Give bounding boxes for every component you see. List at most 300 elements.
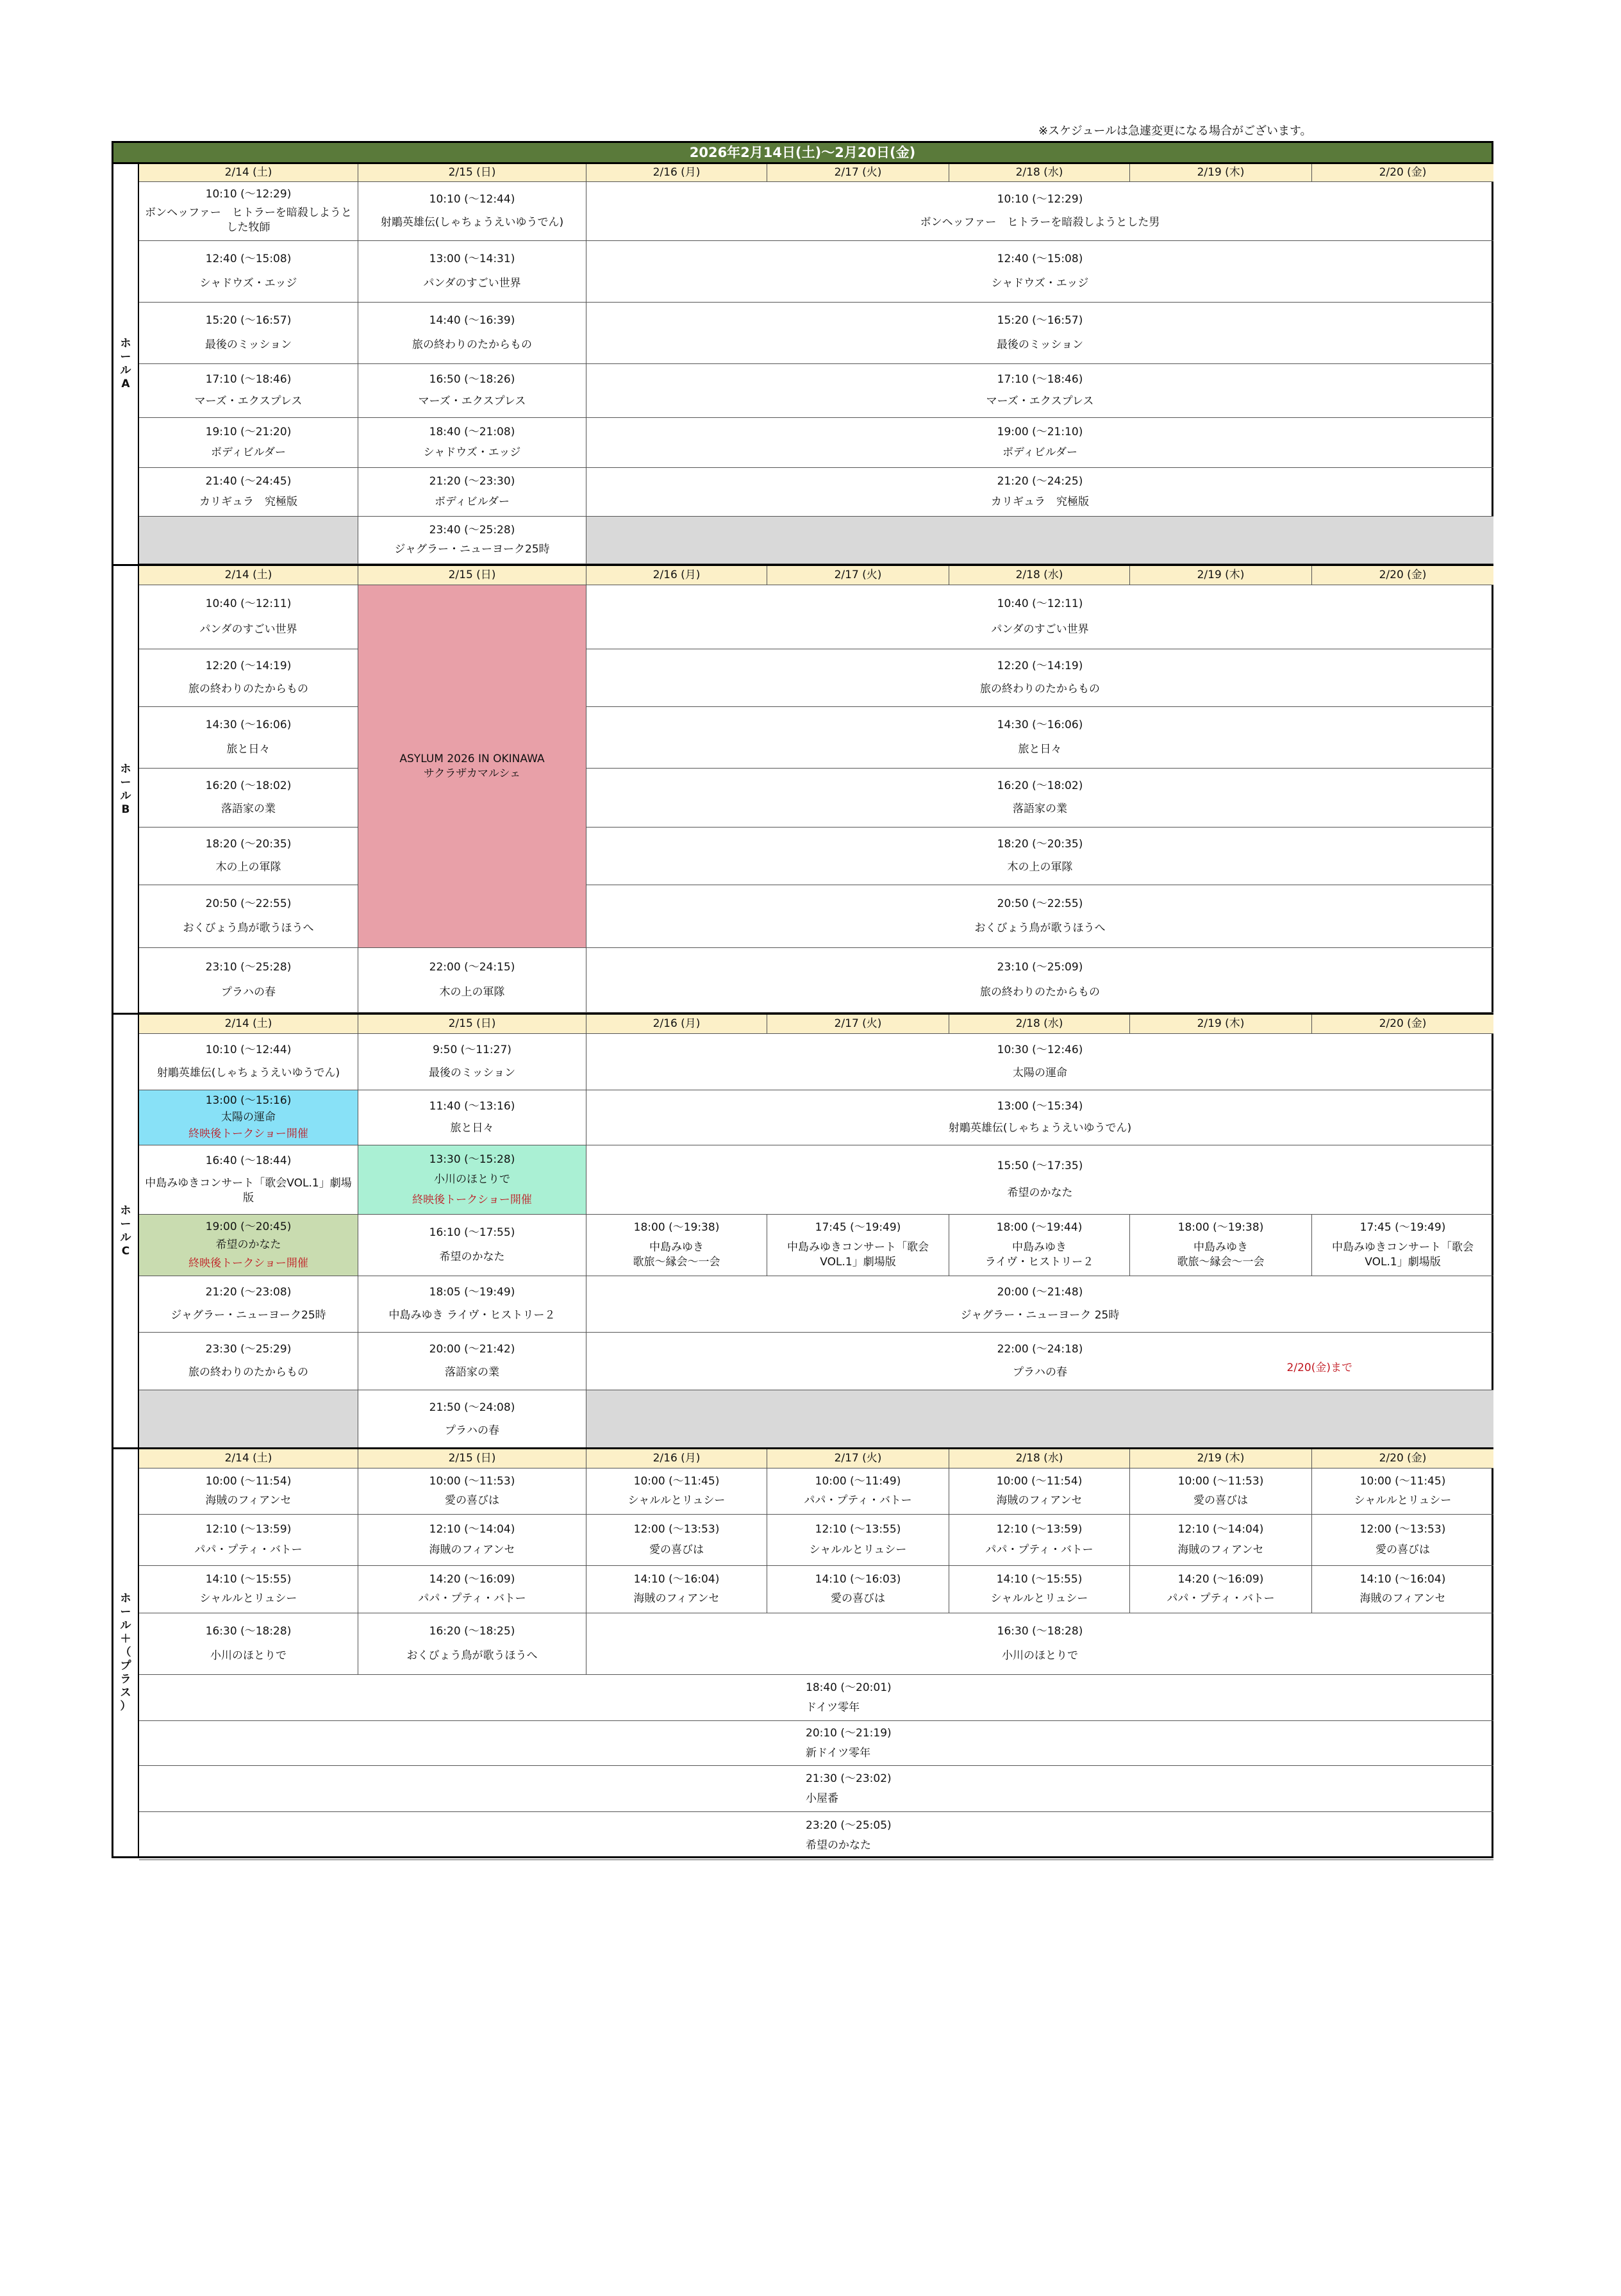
film-title: 旅の終わりのたからもの (980, 986, 1100, 999)
film-title: シャドウズ・エッジ (991, 277, 1089, 290)
showtime-cell (358, 1034, 586, 1090)
showtime-time: 10:00 (～11:45) (633, 1475, 720, 1488)
film-title: 最後のミッション (996, 338, 1084, 351)
hall-label-char: ル (120, 364, 131, 377)
film-title: シャルルとリュシー (990, 1592, 1088, 1606)
film-title: 海賊のフィアンセ (429, 1543, 515, 1557)
day-header-label: 2/14 (土) (224, 1452, 272, 1465)
hall-c-grid (139, 1015, 1492, 1447)
day-header (767, 164, 949, 182)
day-header-label: 2/20 (金) (1379, 1452, 1427, 1465)
film-title: 海賊のフィアンセ (996, 1494, 1083, 1507)
film-title: 希望のかなた (215, 1238, 281, 1251)
film-title: 海賊のフィアンセ (1359, 1592, 1446, 1606)
showtime-time: 19:00 (～20:45) (205, 1220, 292, 1233)
showtime-time: 21:40 (～24:45) (205, 475, 292, 488)
showtime-time: 13:00 (～15:34) (997, 1099, 1083, 1113)
showtime-time: 12:20 (～14:19) (997, 660, 1083, 672)
film-title: 旅の終わりのたからもの (188, 1366, 308, 1379)
showtime-cell (139, 468, 358, 517)
hall-a-label (113, 164, 139, 564)
showtime-cell (358, 468, 586, 517)
showtime-time: 10:00 (～11:54) (996, 1475, 1083, 1488)
day-header-label: 2/17 (火) (834, 166, 882, 179)
day-header (586, 1015, 767, 1034)
showtime-cell (358, 182, 586, 241)
day-header (358, 566, 586, 585)
film-title: 射鵰英雄伝(しゃちょうえいゆうでん) (380, 216, 564, 229)
showtime-time: 16:40 (～18:44) (205, 1154, 292, 1168)
showtime-cell (586, 1276, 1493, 1333)
showtime-cell (139, 1766, 1493, 1812)
showtime-time: 18:00 (～19:38) (1177, 1221, 1264, 1235)
day-header-label: 2/14 (土) (224, 1017, 272, 1030)
showtime-cell (139, 707, 358, 769)
hall-plus-grid (139, 1449, 1492, 1856)
showtime-time: 18:00 (～19:38) (633, 1221, 720, 1235)
film-title: プラハの春 (445, 1424, 499, 1438)
hall-label-char: （ (120, 1646, 131, 1659)
day-header (1130, 1015, 1312, 1034)
showtime-time: 12:20 (～14:19) (205, 660, 292, 672)
film-title: パンダのすごい世界 (991, 622, 1089, 636)
showtime-time: 10:00 (～11:45) (1359, 1475, 1446, 1488)
showtime-time: 11:40 (～13:16) (429, 1099, 515, 1113)
film-title: 愛の喜びは (445, 1494, 499, 1507)
day-header (1130, 566, 1312, 585)
day-header (1312, 164, 1493, 182)
film-title: 希望のかなた (1007, 1186, 1073, 1199)
day-header-label: 2/15 (日) (448, 166, 496, 179)
film-title: ジャグラー・ニューヨーク25時 (170, 1308, 326, 1322)
film-title: 最後のミッション (428, 1066, 516, 1079)
showtime-cell (767, 1215, 949, 1276)
showtime-cell (949, 1215, 1130, 1276)
hall-c-label (113, 1015, 139, 1447)
showtime-cell (586, 828, 1493, 885)
film-title: 中島みゆき 歌旅～縁会～一会 (633, 1240, 720, 1269)
showtime-cell (139, 1721, 1493, 1766)
showtime-cell (358, 241, 586, 303)
showtime-cell (139, 769, 358, 828)
film-title: 最後のミッション (204, 338, 292, 351)
film-title: 希望のかなた (439, 1251, 505, 1263)
showtime-time: 14:10 (～15:55) (205, 1572, 292, 1586)
showtime-time: 20:10 (～21:19) (806, 1726, 892, 1740)
showtime-time: 16:20 (～18:25) (429, 1625, 515, 1638)
showtime-time: 16:50 (～18:26) (429, 373, 515, 386)
hall-label-char: プ (120, 1660, 131, 1672)
hall-b-section (112, 564, 1493, 1013)
showtime-cell (139, 303, 358, 364)
film-title: ドイツ零年 (806, 1701, 860, 1714)
showtime-time: 9:50 (～11:27) (433, 1044, 511, 1057)
showtime-time: 14:20 (～16:09) (429, 1572, 515, 1586)
showtime-time: 20:50 (～22:55) (997, 897, 1083, 910)
day-header-label: 2/18 (水) (1015, 166, 1063, 179)
showtime-cell (358, 948, 586, 1013)
showtime-cell (1312, 1515, 1493, 1566)
showtime-cell (139, 418, 358, 468)
showtime-cell (586, 1034, 1493, 1090)
showtime-time: 12:10 (～14:04) (429, 1522, 515, 1536)
showtime-cell (139, 585, 358, 649)
showtime-cell (1130, 1566, 1312, 1613)
showtime-cell (586, 182, 1493, 241)
film-title: 海賊のフィアンセ (205, 1494, 292, 1507)
film-title: ボディビルダー (1002, 446, 1077, 459)
showtime-cell (358, 1333, 586, 1390)
hall-label-char: ） (120, 1700, 131, 1713)
day-header (1312, 1449, 1493, 1468)
showtime-time: 14:10 (～16:04) (1359, 1572, 1446, 1586)
showtime-time: 13:00 (～14:31) (429, 253, 515, 265)
showtime-time: 19:00 (～21:10) (997, 426, 1083, 438)
film-title: ジャグラー・ニューヨーク25時 (394, 543, 550, 556)
day-header (139, 1015, 358, 1034)
showtime-time: 12:10 (～14:04) (1177, 1522, 1264, 1536)
showtime-time: 14:10 (～16:04) (633, 1572, 720, 1586)
empty-slot (586, 1390, 1493, 1449)
showtime-cell (358, 1090, 586, 1145)
showtime-cell (358, 1276, 586, 1333)
film-title: ジャグラー・ニューヨーク 25時 (960, 1308, 1120, 1322)
film-title: シャルルとリュシー (1354, 1494, 1452, 1507)
film-title: マーズ・エクスプレス (194, 395, 303, 408)
showtime-cell (586, 1215, 767, 1276)
showtime-cell (139, 1333, 358, 1390)
hall-label-char: ル (120, 789, 131, 803)
showtime-time: 10:00 (～11:49) (815, 1475, 901, 1488)
hall-label-char: ー (120, 776, 131, 789)
showtime-time: 10:40 (～12:11) (205, 597, 292, 611)
showtime-time: 10:10 (～12:44) (429, 192, 515, 206)
showtime-time: 16:30 (～18:28) (997, 1625, 1083, 1638)
film-title: おくびょう鳥が歌うほうへ (183, 922, 314, 935)
showtime-cell (358, 418, 586, 468)
showtime-cell (949, 1566, 1130, 1613)
showtime-cell (586, 1613, 1493, 1675)
film-title: 木の上の軍隊 (1007, 861, 1073, 874)
showtime-time: 12:00 (～13:53) (633, 1522, 720, 1536)
film-title: 太陽の運命 (1013, 1066, 1067, 1079)
showtime-cell (586, 1333, 1493, 1390)
showtime-time: 10:00 (～11:53) (1177, 1475, 1264, 1488)
showtime-cell (358, 1390, 586, 1449)
showtime-cell (1312, 1566, 1493, 1613)
showtime-cell (586, 707, 1493, 769)
hall-b-label (113, 566, 139, 1013)
showtime-time: 23:10 (～25:09) (997, 960, 1083, 974)
showtime-time: 22:00 (～24:15) (429, 960, 515, 974)
showtime-cell (949, 1515, 1130, 1566)
showtime-cell (586, 418, 1493, 468)
film-title: 木の上の軍隊 (215, 861, 281, 874)
showtime-time: 18:05 (～19:49) (429, 1286, 515, 1299)
film-title: 旅と日々 (1018, 743, 1062, 756)
day-header (949, 1449, 1130, 1468)
film-title: 落語家の業 (221, 803, 276, 816)
event-title: ASYLUM 2026 IN OKINAWA (399, 752, 545, 765)
empty-slot (139, 1390, 358, 1449)
day-header (767, 1015, 949, 1034)
day-header (949, 1015, 1130, 1034)
showtime-cell (358, 303, 586, 364)
showtime-time: 14:30 (～16:06) (997, 719, 1083, 731)
showtime-cell (586, 241, 1493, 303)
day-header-label: 2/15 (日) (448, 1452, 496, 1465)
showtime-time: 10:10 (～12:44) (205, 1044, 292, 1057)
film-title: 愛の喜びは (1193, 1494, 1248, 1507)
showtime-time: 14:20 (～16:09) (1177, 1572, 1264, 1586)
showtime-time: 18:00 (～19:44) (996, 1221, 1083, 1235)
showtime-cell (139, 1566, 358, 1613)
film-title: プラハの春 (221, 986, 276, 999)
day-header (1130, 1449, 1312, 1468)
film-title: パンダのすごい世界 (199, 622, 297, 636)
showtime-cell (139, 1215, 358, 1276)
film-title: 希望のかなた (806, 1839, 871, 1852)
showtime-time: 18:20 (～20:35) (997, 838, 1083, 851)
film-title: ボディビルダー (211, 446, 286, 459)
showtime-time: 16:10 (～17:55) (429, 1226, 515, 1239)
film-title: 太陽の運命 (221, 1111, 276, 1124)
hall-b-grid (139, 566, 1492, 1013)
showtime-time: 10:30 (～12:46) (997, 1044, 1083, 1057)
showtime-cell (586, 885, 1493, 948)
showtime-time: 12:40 (～15:08) (205, 253, 292, 265)
hall-label-char: ル (120, 1231, 131, 1244)
film-title: 小川のほとりで (434, 1173, 510, 1186)
event-block (358, 585, 586, 948)
hall-label-char: C (121, 1244, 130, 1258)
day-header-label: 2/19 (木) (1197, 1452, 1245, 1465)
film-title: 落語家の業 (445, 1366, 499, 1379)
showtime-cell (358, 1613, 586, 1675)
showtime-cell (139, 1468, 358, 1515)
film-title: シャルルとリュシー (199, 1592, 297, 1606)
day-header-label: 2/18 (水) (1015, 1017, 1063, 1030)
film-title: 小川のほとりで (1002, 1649, 1078, 1662)
showtime-time: 16:20 (～18:02) (205, 779, 292, 792)
talk-show-note: 終映後トークショー開催 (188, 1127, 308, 1140)
showtime-cell (139, 1515, 358, 1566)
showtime-time: 13:00 (～15:16) (205, 1094, 292, 1107)
showtime-time: 18:40 (～20:01) (806, 1681, 892, 1694)
film-title: パパ・プティ・バトー (418, 1592, 526, 1606)
showtime-time: 23:40 (～25:28) (429, 523, 515, 537)
showtime-cell (139, 364, 358, 418)
showtime-time: 18:40 (～21:08) (429, 426, 515, 438)
showtime-time: 12:10 (～13:55) (815, 1522, 901, 1536)
showtime-time: 16:30 (～18:28) (205, 1625, 292, 1638)
day-header (767, 566, 949, 585)
showtime-cell (1130, 1215, 1312, 1276)
showtime-time: 20:00 (～21:42) (429, 1343, 515, 1356)
showtime-time: 16:20 (～18:02) (997, 779, 1083, 792)
showtime-cell (358, 1515, 586, 1566)
showtime-time: 15:50 (～17:35) (997, 1160, 1083, 1172)
talk-show-note: 終映後トークショー開催 (188, 1256, 308, 1270)
showtime-cell (139, 1613, 358, 1675)
film-title: 小川のほとりで (210, 1649, 287, 1662)
showtime-cell (139, 1090, 358, 1145)
showtime-time: 18:20 (～20:35) (205, 838, 292, 851)
hall-a-section (112, 162, 1493, 564)
showtime-cell (358, 364, 586, 418)
showtime-cell (1130, 1515, 1312, 1566)
showtime-cell (586, 1145, 1493, 1215)
day-header (586, 1449, 767, 1468)
hall-label-char: ー (120, 1217, 131, 1231)
showtime-time: 20:00 (～21:48) (997, 1286, 1083, 1299)
day-header-label: 2/14 (土) (224, 166, 272, 179)
schedule-title: 2026年2月14日(土)～2月20日(金) (112, 141, 1493, 162)
showtime-time: 12:10 (～13:59) (205, 1522, 292, 1536)
day-header (358, 1015, 586, 1034)
film-title: 小屋番 (806, 1792, 838, 1805)
empty-slot (139, 517, 358, 564)
showtime-cell (139, 948, 358, 1013)
film-title: マーズ・エクスプレス (418, 395, 526, 408)
film-title: 海賊のフィアンセ (633, 1592, 720, 1606)
showtime-cell (586, 948, 1493, 1013)
showtime-time: 12:00 (～13:53) (1359, 1522, 1446, 1536)
showtime-cell (586, 585, 1493, 649)
day-header (1130, 164, 1312, 182)
day-header (1312, 1015, 1493, 1034)
day-header (586, 164, 767, 182)
hall-a-grid (139, 164, 1492, 564)
film-title: 木の上の軍隊 (439, 986, 505, 999)
hall-label-char: ー (120, 351, 131, 363)
film-title: 中島みゆき ライヴ・ヒストリー２ (985, 1240, 1094, 1269)
day-header-label: 2/19 (木) (1197, 1017, 1245, 1030)
day-header (767, 1449, 949, 1468)
day-header-label: 2/20 (金) (1379, 1017, 1427, 1030)
film-title: 旅の終わりのたからもの (188, 683, 308, 695)
film-title: 中島みゆきコンサート「歌会VOL.1」劇場版 (145, 1176, 352, 1204)
event-subtitle: サクラザカマルシェ (423, 767, 521, 780)
film-title: シャドウズ・エッジ (199, 277, 297, 290)
film-title: 中島みゆきコンサート「歌会VOL.1」劇場版 (1332, 1240, 1474, 1269)
showtime-cell (139, 1812, 1493, 1860)
film-title: 落語家の業 (1013, 803, 1067, 816)
day-header-label: 2/18 (水) (1015, 1452, 1063, 1465)
day-header-label: 2/15 (日) (448, 1017, 496, 1030)
showtime-time: 13:30 (～15:28) (429, 1152, 515, 1166)
showtime-cell (139, 1276, 358, 1333)
day-header-label: 2/20 (金) (1379, 569, 1427, 581)
showtime-cell (139, 182, 358, 241)
film-title: パパ・プティ・バトー (1167, 1592, 1275, 1606)
showtime-cell (1130, 1468, 1312, 1515)
film-title: カリギュラ 究極版 (199, 495, 297, 508)
film-title: 海賊のフィアンセ (1177, 1543, 1264, 1557)
day-header (139, 566, 358, 585)
film-title: シャルルとリュシー (809, 1543, 907, 1557)
showtime-time: 10:10 (～12:29) (205, 188, 292, 201)
showtime-time: 10:10 (～12:29) (997, 192, 1083, 206)
film-title: 中島みゆきコンサート「歌会VOL.1」劇場版 (787, 1240, 929, 1269)
film-title: パパ・プティ・バトー (194, 1543, 303, 1557)
showtime-time: 21:20 (～23:30) (429, 475, 515, 488)
day-header-label: 2/15 (日) (448, 569, 496, 581)
showtime-time: 15:20 (～16:57) (997, 314, 1083, 327)
showtime-time: 14:30 (～16:06) (205, 719, 292, 731)
film-title: ボンヘッファー ヒトラーを暗殺しようとした男 (920, 216, 1160, 229)
day-header (358, 1449, 586, 1468)
showtime-time: 10:40 (～12:11) (997, 597, 1083, 611)
showtime-cell (139, 1034, 358, 1090)
day-header-label: 2/14 (土) (224, 569, 272, 581)
showtime-cell (586, 1515, 767, 1566)
showtime-time: 10:00 (～11:54) (205, 1475, 292, 1488)
hall-label-char: ラ (120, 1673, 131, 1686)
showtime-cell (586, 1090, 1493, 1145)
day-header-label: 2/18 (水) (1015, 569, 1063, 581)
film-title: ボディビルダー (435, 495, 510, 508)
hall-plus-section (112, 1447, 1493, 1858)
showtime-time: 10:00 (～11:53) (429, 1475, 515, 1488)
showtime-time: 23:30 (～25:29) (205, 1343, 292, 1356)
film-title: シャドウズ・エッジ (423, 446, 521, 459)
hall-label-char: ー (120, 1606, 131, 1618)
schedule-notice: ※スケジュールは急遽変更になる場合がございます。 (1038, 124, 1312, 138)
showtime-time: 22:00 (～24:18) (997, 1343, 1083, 1356)
day-header-label: 2/19 (木) (1197, 166, 1245, 179)
showtime-time: 12:10 (～13:59) (996, 1522, 1083, 1536)
showtime-time: 15:20 (～16:57) (205, 314, 292, 327)
day-header-label: 2/17 (火) (834, 569, 882, 581)
showtime-cell (358, 1566, 586, 1613)
hall-label-char: ル (120, 1619, 131, 1632)
showtime-cell (586, 468, 1493, 517)
hall-label-char: A (121, 378, 130, 390)
showtime-time: 17:10 (～18:46) (997, 373, 1083, 386)
showtime-time: 19:10 (～21:20) (205, 426, 292, 438)
film-title: 旅と日々 (450, 1122, 494, 1135)
hall-label-char: ホ (120, 1592, 131, 1605)
film-title: 愛の喜びは (1376, 1543, 1430, 1557)
film-title: マーズ・エクスプレス (986, 395, 1094, 408)
showtime-time: 21:50 (～24:08) (429, 1401, 515, 1414)
film-title: 射鵰英雄伝(しゃちょうえいゆうでん) (156, 1066, 340, 1079)
day-header (139, 164, 358, 182)
film-title: おくびょう鳥が歌うほうへ (974, 922, 1106, 935)
day-header (586, 566, 767, 585)
showtime-cell (358, 1215, 586, 1276)
showtime-cell (949, 1468, 1130, 1515)
showtime-cell (139, 649, 358, 707)
showtime-cell (139, 1145, 358, 1215)
day-header (139, 1449, 358, 1468)
day-header (949, 566, 1130, 585)
film-title: プラハの春 (1013, 1366, 1067, 1379)
day-header-label: 2/16 (月) (653, 569, 701, 581)
showtime-cell (139, 1675, 1493, 1721)
hall-plus-label (113, 1449, 139, 1856)
day-header-label: 2/19 (木) (1197, 569, 1245, 581)
showtime-cell (358, 1145, 586, 1215)
showtime-time: 14:10 (～16:03) (815, 1572, 901, 1586)
day-header-label: 2/17 (火) (834, 1452, 882, 1465)
showtime-cell (139, 885, 358, 948)
showtime-time: 20:50 (～22:55) (205, 897, 292, 910)
showtime-time: 21:20 (～23:08) (205, 1286, 292, 1299)
film-title: カリギュラ 究極版 (991, 495, 1089, 508)
film-title: 旅の終わりのたからもの (980, 683, 1100, 695)
